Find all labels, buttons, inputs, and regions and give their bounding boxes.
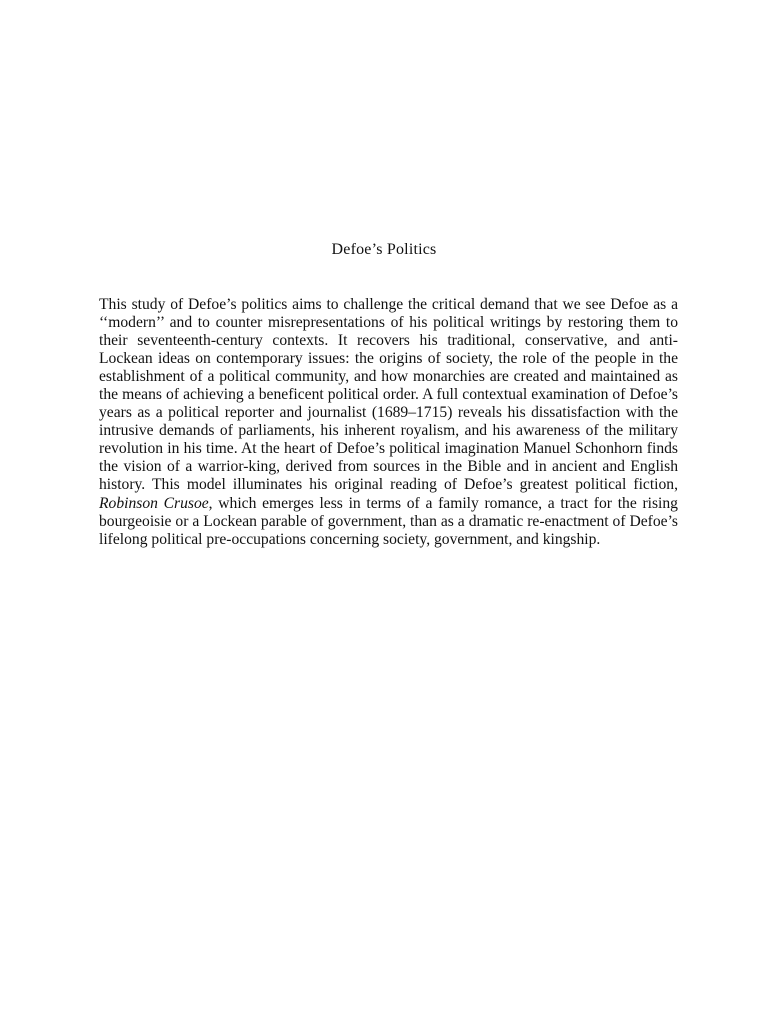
- page-title: Defoe’s Politics: [331, 241, 437, 258]
- abstract-text-end: , which emerges less in terms of a family romance, a tract for the rising bourgeoisie or a Lockean parable of government, than as a dramatic re-enactment of Defoe’s lifelong political pre-occupations concerning society, government, and kingship.: [99, 494, 678, 548]
- abstract-text-start: This study of Defoe’s politics aims to challenge the critical demand that we see Defoe as a ‘‘modern’’ and to counter misrepresentations of his political writings by restoring them to their seventeenth-century contexts. It recovers his traditional, conservative, and anti-Lockean ideas on contemporary issues: the origins of society, the role of the people in the establishment of a political community, and how monarchies are created and maintained as the means of achieving a beneficent political order. A full contextual examination of Defoe’s years as a political reporter and journalist (1689–1715) reveals his dissatisfaction with the intrusive demands of parliaments, his inherent royalism, and his awareness of the military revolution in his time. At the heart of Defoe’s political imagination Manuel Schonhorn finds the vision of a warrior-king, derived from sources in the Bible and in ancient and English history. This model illuminates his original reading of Defoe’s greatest political fiction,: [99, 296, 678, 494]
- abstract-paragraph: [99, 296, 678, 549]
- book-title-italic: Robinson Crusoe: [99, 494, 209, 512]
